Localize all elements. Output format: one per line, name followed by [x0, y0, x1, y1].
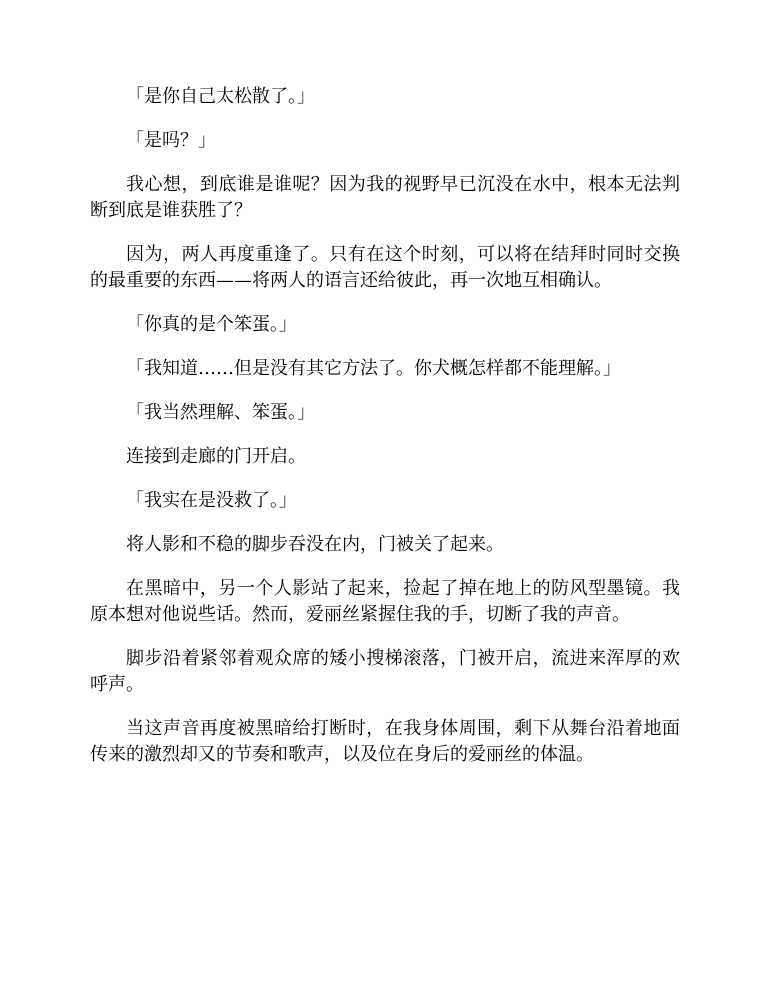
- paragraph-2: 「是吗？」: [126, 130, 216, 151]
- paragraph-13: 当这声音再度被黑暗给打断时，在我身体周围，剩下从舞台沿着地面传来的激烈却又的节奏和歌声，以及位在身后的爱丽丝的体温。: [90, 718, 680, 765]
- paragraph-7: 「我当然理解、笨蛋。」: [126, 402, 315, 423]
- paragraph-3: 我心想，到底谁是谁呢？因为我的视野早已沉没在水中，根本无法判断到底是谁获胜了？: [90, 174, 680, 221]
- body-text: [90, 84, 680, 786]
- paragraph-8: 连接到走廊的门开启。: [126, 446, 306, 467]
- paragraph-11: 在黑暗中，另一个人影站了起来，捡起了掉在地上的防风型墨镜。我原本想对他说些话。然而，爱丽丝紧握住我的手，切断了我的声音。: [90, 578, 680, 625]
- paragraph-6: 「我知道……但是没有其它方法了。你犬概怎样都不能理解。」: [126, 358, 621, 379]
- paragraph-10: 将人影和不稳的脚步吞没在内，门被关了起来。: [126, 534, 504, 555]
- paragraph-1: 「是你自己太松散了。」: [126, 86, 315, 107]
- paragraph-5: 「你真的是个笨蛋。」: [126, 314, 297, 335]
- paragraph-12: 脚步沿着紧邻着观众席的矮小搜梯滚落，门被开启，流进来浑厚的欢呼声。: [90, 648, 680, 695]
- paragraph-9: 「我实在是没救了。」: [126, 490, 297, 511]
- paragraph-4: 因为，两人再度重逢了。只有在这个时刻，可以将在结拜时同时交换的最重要的东西——将两人的语言还给彼此，再一次地互相确认。: [90, 244, 680, 291]
